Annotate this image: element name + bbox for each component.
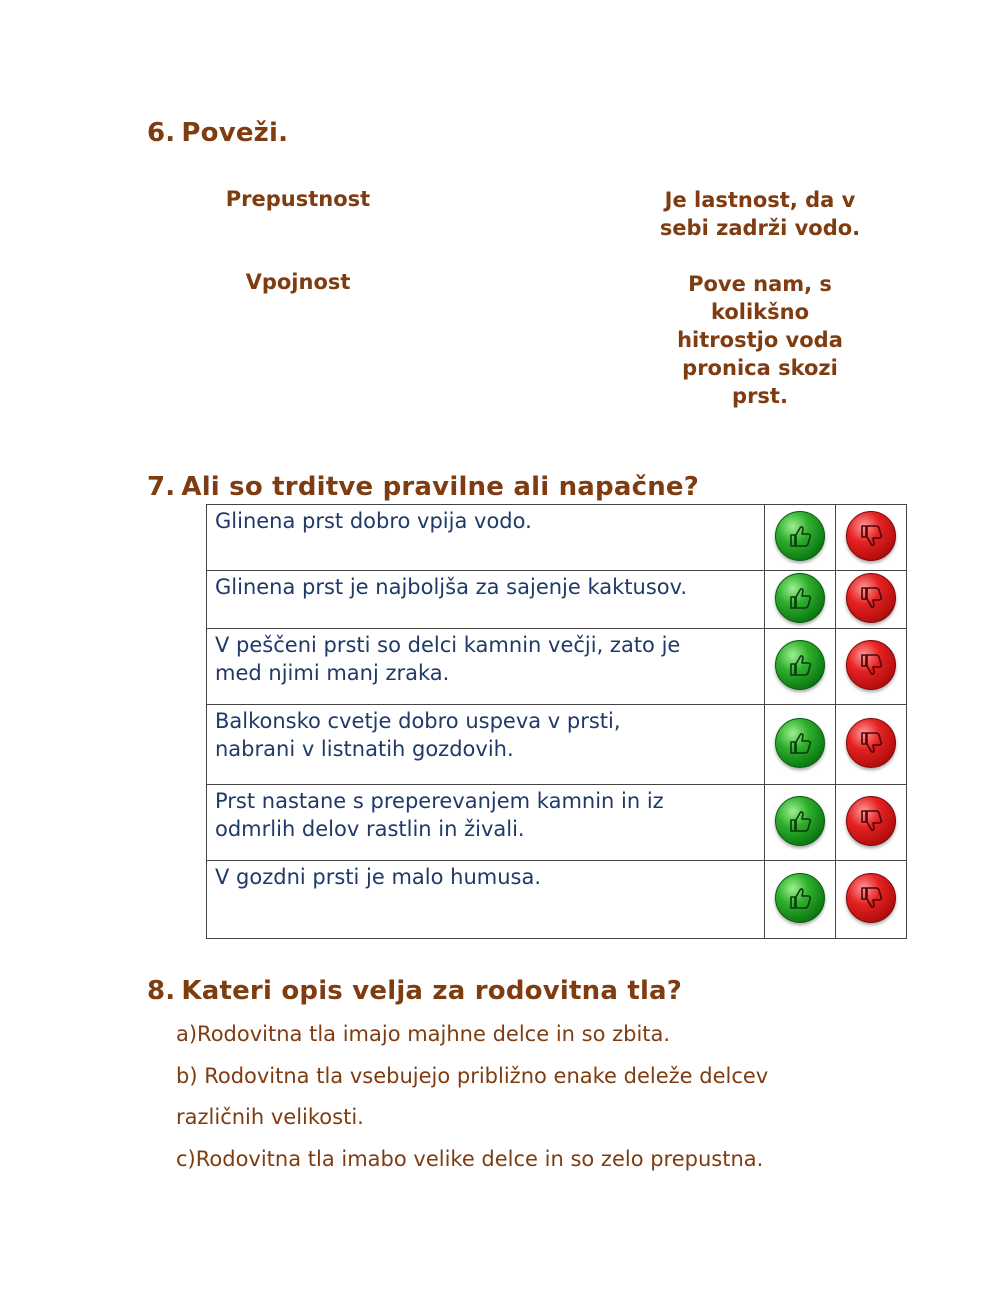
statement-line: Glinena prst je najboljša za sajenje kaktusov. bbox=[215, 575, 688, 599]
statement-line: med njimi manj zraka. bbox=[215, 661, 450, 685]
thumbs-down-icon[interactable] bbox=[846, 573, 896, 623]
thumbs-down-icon[interactable] bbox=[846, 640, 896, 690]
match-right-item-1[interactable]: Je lastnost, da v sebi zadrži vodo. bbox=[659, 188, 861, 240]
true-false-table bbox=[206, 504, 907, 939]
answer-option-b-continued[interactable]: različnih velikosti. bbox=[176, 1105, 364, 1129]
statement-text bbox=[207, 705, 765, 785]
true-cell bbox=[765, 629, 836, 705]
question-8-title: 8. Kateri opis velja za rodovitna tla? bbox=[147, 976, 683, 1006]
true-cell bbox=[765, 785, 836, 861]
thumbs-up-icon[interactable] bbox=[775, 573, 825, 623]
statement-text bbox=[207, 505, 765, 571]
match-right-item-2[interactable]: Pove nam, s kolikšno hitrostjo voda pronica skozi prst. bbox=[677, 272, 843, 408]
statement-text bbox=[207, 861, 765, 939]
statement-line: odmrlih delov rastlin in živali. bbox=[215, 817, 525, 841]
thumbs-down-icon[interactable] bbox=[846, 873, 896, 923]
statement-row bbox=[207, 785, 907, 861]
statement-line: Glinena prst dobro vpija vodo. bbox=[215, 509, 532, 533]
false-cell bbox=[836, 705, 907, 785]
statement-text bbox=[207, 629, 765, 705]
false-cell bbox=[836, 861, 907, 939]
question-7-title: 7. Ali so trditve pravilne ali napačne? bbox=[147, 472, 700, 502]
answer-option-b[interactable]: b) Rodovitna tla vsebujejo približno enake deleže delcev bbox=[176, 1064, 769, 1088]
true-cell bbox=[765, 571, 836, 629]
statement-row bbox=[207, 705, 907, 785]
false-cell bbox=[836, 571, 907, 629]
statement-line: Balkonsko cvetje dobro uspeva v prsti, bbox=[215, 709, 621, 733]
match-left-item-vpojnost[interactable]: Vpojnost bbox=[245, 270, 351, 294]
answer-option-a[interactable]: a)Rodovitna tla imajo majhne delce in so zbita. bbox=[176, 1022, 671, 1046]
statement-line: Prst nastane s preperevanjem kamnin in iz bbox=[215, 789, 664, 813]
false-cell bbox=[836, 785, 907, 861]
thumbs-up-icon[interactable] bbox=[775, 640, 825, 690]
statement-text bbox=[207, 785, 765, 861]
true-cell bbox=[765, 505, 836, 571]
statement-row bbox=[207, 629, 907, 705]
thumbs-up-icon[interactable] bbox=[775, 873, 825, 923]
thumbs-down-icon[interactable] bbox=[846, 511, 896, 561]
false-cell bbox=[836, 505, 907, 571]
false-cell bbox=[836, 629, 907, 705]
thumbs-up-icon[interactable] bbox=[775, 511, 825, 561]
statement-row bbox=[207, 861, 907, 939]
statement-row bbox=[207, 571, 907, 629]
true-cell bbox=[765, 861, 836, 939]
true-cell bbox=[765, 705, 836, 785]
statement-line: V peščeni prsti so delci kamnin večji, zato je bbox=[215, 633, 681, 657]
question-6-title: 6. Poveži. bbox=[147, 118, 289, 148]
match-left-item-prepustnost[interactable]: Prepustnost bbox=[225, 187, 371, 211]
statement-row bbox=[207, 505, 907, 571]
thumbs-up-icon[interactable] bbox=[775, 796, 825, 846]
thumbs-up-icon[interactable] bbox=[775, 718, 825, 768]
statement-line: nabrani v listnatih gozdovih. bbox=[215, 737, 514, 761]
statement-line: V gozdni prsti je malo humusa. bbox=[215, 865, 542, 889]
thumbs-down-icon[interactable] bbox=[846, 718, 896, 768]
statement-text bbox=[207, 571, 765, 629]
thumbs-down-icon[interactable] bbox=[846, 796, 896, 846]
answer-option-c[interactable]: c)Rodovitna tla imabo velike delce in so zelo prepustna. bbox=[176, 1147, 764, 1171]
